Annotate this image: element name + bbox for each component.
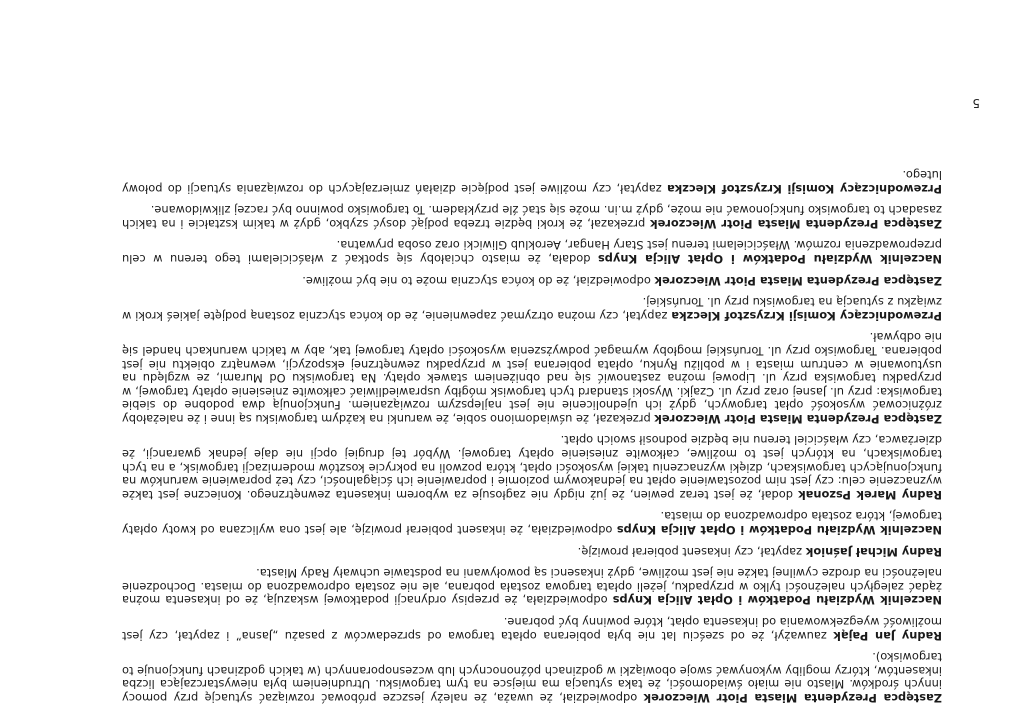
speaker-name: Naczelnik Wydziału Podatków i Opłat Alicja Knyps <box>616 523 942 538</box>
paragraph-text: przekazał, że kroki będzie trzeba podjąć dosyć szybko, gdyż w takim kształcie i na takich zasadach to targowisko funkcjonować nie może, gdyż m.in. może się stać źle przykładem. To targowisko powinno być raczej zlikwidowane. <box>122 203 942 231</box>
speaker-name: Radny Jan Pająk <box>833 628 942 643</box>
paragraph <box>122 544 942 558</box>
paragraph-text: odpowiedział, że do końca stycznia może to nie być możliwe. <box>302 273 655 288</box>
paragraph-text: odpowiedział, że uważa, że należy jeszcze próbować rozwiązać sytuację przy pomocy innych środków. Miasto nie miało świadomości, że taka sytuacja ma miejsce na tym targowisku. Utrudnieniem była niewystarczająca liczba inkasentów, którzy mogliby wykonywać swoje obowiązki w godzinach późnonocnych lub wczesnoporannych (w takich godzinach funkcjonuje to targowisko). <box>121 650 942 705</box>
paragraph-text: zauważył, że od sześciu lat nie była pobierana opłata targowa od sprzedawców z pasażu „Jasna” i zapytał, czy jest możliwość wyegzekwowania od inkasenta opłat, które powinny być pobrane. <box>122 615 942 643</box>
paragraph <box>122 509 942 536</box>
speaker-name: Zastępca Prezydenta Miasta Piotr Wieczorek <box>654 411 942 426</box>
paragraph <box>122 330 942 425</box>
speaker-name: Zastępca Prezydenta Miasta Piotr Wieczorek <box>643 691 942 705</box>
paragraph-text: odpowiedziała, że inkasent pobierał prowizję, ale jest ona wyliczana od kwoty opłaty targowej, która została odprowadzona do miasta. <box>122 509 942 538</box>
speaker-name: Naczelnik Wydziału Podatków i Opłat Alicja Knyps <box>612 593 942 608</box>
speaker-name: Zastępca Prezydenta Miasta Piotr Wieczorek <box>654 273 942 288</box>
speaker-name: Radny Michał Jaśniok <box>805 544 942 559</box>
paragraph <box>122 203 942 230</box>
paragraph-text: zapytał, czy można otrzymać zapewnienie, że do końca stycznia zostaną podjęte jakieś kroki w związku z sytuacją na targowisku przy ul. Toruńskiej. <box>122 295 942 323</box>
speaker-name: Radny Marek Pszonak <box>798 487 942 502</box>
document-body <box>122 159 942 704</box>
paragraph <box>122 167 942 194</box>
paragraph-text: przekazał, że uświadomiono sobie, że warunki na każdym targowisku są inne i że należałoby zróżnicować wysokość opłat targowych, gdyż ich ujednolicenie nie jest najlepszym rozwiązaniem. Funkcjonują dwa podobne do siebie targowiska: przy ul. Jasnej oraz przy ul. Czajki. Wysoki standard tych targowisk mógłby usprawiedliwiać całkowite zniesienie opłaty targowej, w przypadku targowiska przy ul. Lipowej można zastanowić się nad obniżeniem stawek opłaty. Na targowisku Od Murami, ze względu na usytuowanie w centrum miasta i w pobliżu Rynku, opłata pobierana jest w przypadku zewnętrznej ekspozycji, wewnątrz obiektu nie jest pobierana. Targowisko przy ul. Toruńskiej mogłoby wymagać podwyższenia wysokości opłaty targowej tak, aby w takich warunkach handel się nie odbywał. <box>122 330 942 426</box>
paragraph-text: odpowiedziała, że przepisy ordynacji podatkowej wskazują, że od inkasenta można żądać zaległych należności tylko w przypadku, jeżeli opłata targowa została pobrana, ale nie została odprowadzona do miasta. Dochodzenie należności na drodze cywilnej także nie jest możliwe, gdyż inkasenci są powoływani na podstawie uchwały Rady Miasta. <box>122 566 942 608</box>
speaker-name: Naczelnik Wydziału Podatków i Opłat Alicja Knyps <box>597 251 942 266</box>
paragraph-text: dodał, że jest teraz pewien, że już nigdy nie zagłosuje za wyborem inkasenta zewnętrznego. Konieczne jest także wyznaczenie celu: czy jest nim pozostawienie opłat na jednakowym poziomie i poprawienie ich ściągalności, czy też poprawienie warunków na funkcjonujących targowiskach, dzięki wyznaczeniu takiej wysokości opłat, która pozwoli na pokrycie kosztów modernizacji targowisk, a na tych targowiskach, na których jest to możliwe, całkowite zniesienie opłaty targowej. Wybór tej drugiej opcji nie daje jednak gwarancji, że dzierżawca, czy właściciel terenu nie będzie podnosił swoich opłat. <box>122 433 942 502</box>
paragraph <box>122 614 942 641</box>
page-number: 5 <box>972 96 980 110</box>
paragraph-text: zapytał, czy inkasent pobierał prowizję. <box>577 544 806 559</box>
paragraph <box>122 295 942 322</box>
paragraph <box>122 566 942 607</box>
speaker-name: Zastępca Prezydenta Miasta Piotr Wieczorek <box>650 216 942 231</box>
paragraph <box>122 238 942 265</box>
paragraph <box>122 650 942 704</box>
paragraph <box>122 433 942 501</box>
speaker-name: Przewodniczący Komisji Krzysztof Kleczka <box>671 308 942 323</box>
paragraph <box>122 273 942 287</box>
speaker-name: Przewodniczący Komisji Krzysztof Kleczka <box>667 181 942 196</box>
paragraph-text: zapytał, czy możliwe jest podjęcie działań zmierzających do rozwiązania sytuacji do połowy lutego. <box>121 168 942 196</box>
paragraph-text: dodała, że miasto chciałoby się spotkać z właścicielami tego terenu w celu przeprowadzenia rozmów. Właścicielami terenu jest Stary Hangar, Aeroklub Gliwicki oraz osoba prywatna. <box>122 238 942 266</box>
